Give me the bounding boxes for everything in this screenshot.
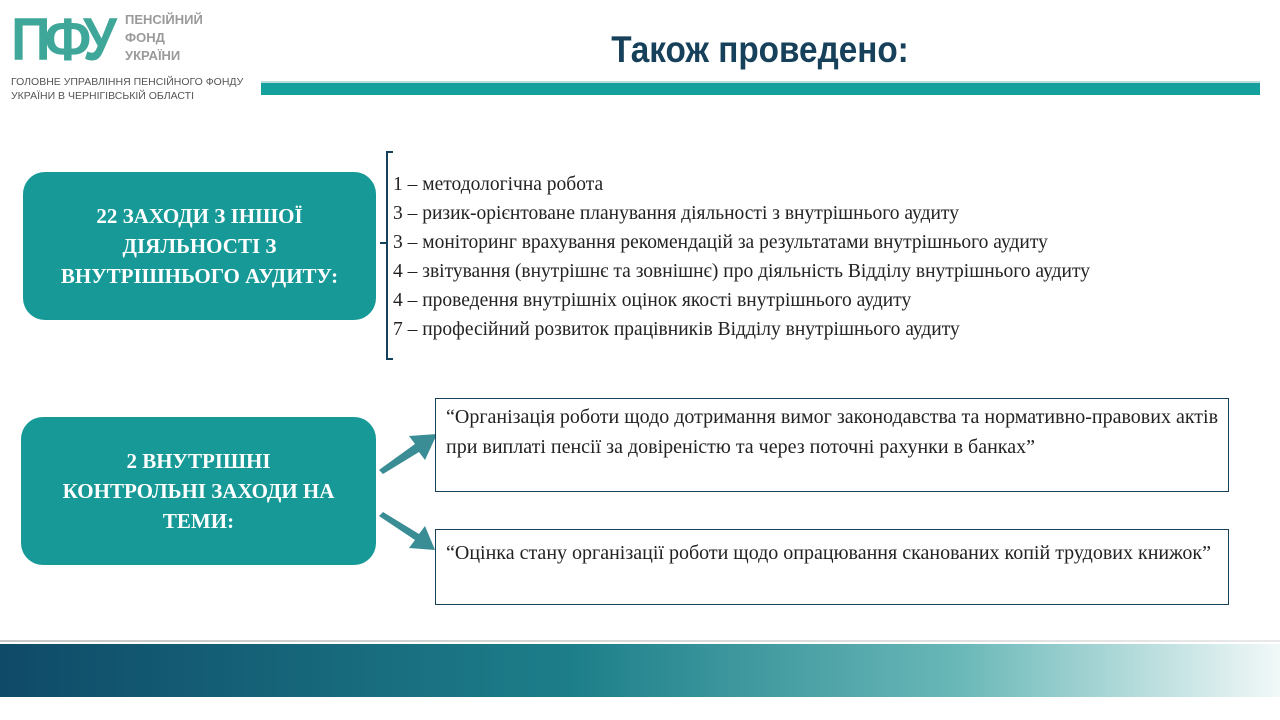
organization-name: ГОЛОВНЕ УПРАВЛІННЯ ПЕНСІЙНОГО ФОНДУ УКРАЇНИ В ЧЕРНІГІВСЬКІЙ ОБЛАСТІ xyxy=(11,76,244,102)
logo-mark: ПФУ xyxy=(11,6,111,73)
list-item: 3 – ризик-орієнтоване планування діяльності з внутрішнього аудиту xyxy=(393,203,959,224)
list-item: 4 – проведення внутрішніх оцінок якості внутрішнього аудиту xyxy=(393,290,912,311)
topic-1: “Організація роботи щодо дотримання вимог законодавства та нормативно-правових актів при виплаті пенсії за довіреністю та через поточні рахунки в банках” xyxy=(435,398,1229,492)
list-item: 4 – звітування (внутрішнє та зовнішнє) про діяльність Відділу внутрішнього аудиту xyxy=(393,261,1090,282)
topic-2: “Оцінка стану організації роботи щодо опрацювання сканованих копій трудових книжок” xyxy=(435,529,1229,605)
bracket xyxy=(380,151,394,360)
header-bar xyxy=(261,81,1260,95)
arrow-down-icon xyxy=(379,512,435,550)
list-item: 1 – методологічна робота xyxy=(393,174,604,195)
logo-text: ПЕНСІЙНИЙ ФОНД УКРАЇНИ xyxy=(125,12,203,63)
slide-title: Також проведено: xyxy=(611,29,909,70)
audit-activities-box: 22 ЗАХОДИ З ІНШОЇ ДІЯЛЬНОСТІ З ВНУТРІШНЬОГО АУДИТУ: xyxy=(23,172,376,320)
control-measures-box: 2 ВНУТРІШНІ КОНТРОЛЬНІ ЗАХОДИ НА ТЕМИ: xyxy=(21,417,376,565)
list-item: 7 – професійний розвиток працівників Відділу внутрішнього аудиту xyxy=(393,319,960,340)
footer-bar xyxy=(0,644,1280,697)
arrow-up-icon xyxy=(379,434,437,474)
arrows xyxy=(375,430,440,555)
list-item: 3 – моніторинг врахування рекомендацій за результатами внутрішнього аудиту xyxy=(393,232,1048,253)
activities-list xyxy=(393,170,1273,344)
footer-divider xyxy=(0,640,1280,642)
